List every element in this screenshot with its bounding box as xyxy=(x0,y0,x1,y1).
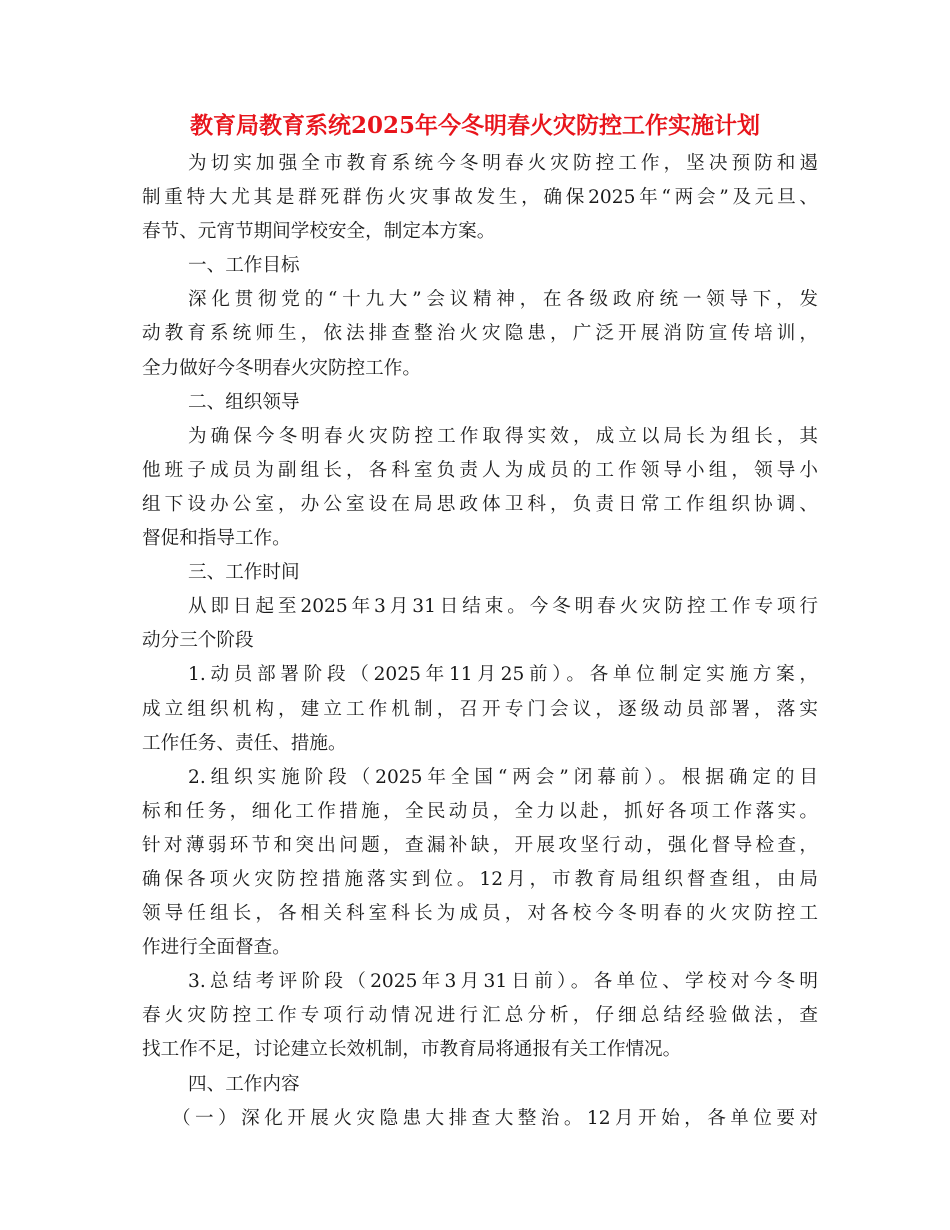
body-line: 深化贯彻党的“十九大”会议精神，在各级政府统一领导下，发 xyxy=(188,289,818,311)
body-line: 确保各项火灾防控措施落实到位。12月，市教育局组织督查组，由局 xyxy=(142,868,818,890)
body-line: 春节、元宵节期间学校安全，制定本方案。 xyxy=(142,221,496,243)
body-line: （一）深化开展火灾隐患大排查大整治。12月开始，各单位要对 xyxy=(172,1107,818,1129)
body-line: 1.动员部署阶段（2025年11月25前）。各单位制定实施方案， xyxy=(188,664,818,686)
body-line: 四、工作内容 xyxy=(188,1073,300,1095)
body-line: 春火灾防控工作专项行动情况进行汇总分析，仔细总结经验做法，查 xyxy=(142,1005,818,1027)
body-line: 工作任务、责任、措施。 xyxy=(142,732,347,754)
body-line: 为切实加强全市教育系统今冬明春火灾防控工作，坚决预防和遏 xyxy=(188,153,818,174)
body-line: 找工作不足，讨论建立长效机制，市教育局将通报有关工作情况。 xyxy=(142,1039,682,1061)
body-line: 一、工作目标 xyxy=(188,255,300,277)
body-line: 三、工作时间 xyxy=(188,562,300,584)
body-line: 成立组织机构，建立工作机制，召开专门会议，逐级动员部署，落实 xyxy=(142,698,818,720)
body-line: 从即日起至2025年3月31日结束。今冬明春火灾防控工作专项行 xyxy=(188,596,818,618)
body-line: 全力做好今冬明春火灾防控工作。 xyxy=(142,357,421,379)
body-line: 制重特大尤其是群死群伤火灾事故发生，确保2025年“两会”及元旦、 xyxy=(142,187,818,209)
body-line: 二、组织领导 xyxy=(188,391,300,413)
body-line: 动教育系统师生，依法排查整治火灾隐患，广泛开展消防宣传培训， xyxy=(142,323,818,345)
document-body xyxy=(142,147,818,1136)
body-line: 标和任务，细化工作措施，全民动员，全力以赴，抓好各项工作落实。 xyxy=(142,800,818,822)
body-line: 督促和指导工作。 xyxy=(142,528,291,550)
body-line: 他班子成员为副组长，各科室负责人为成员的工作领导小组，领导小 xyxy=(142,459,818,481)
body-line: 作进行全面督查。 xyxy=(142,937,291,959)
body-line: 领导任组长，各相关科室科长为成员，对各校今冬明春的火灾防控工 xyxy=(142,903,818,925)
body-line: 2.组织实施阶段（2025年全国“两会”闭幕前）。根据确定的目 xyxy=(188,766,818,788)
body-line: 3.总结考评阶段（2025年3月31日前）。各单位、学校对今冬明 xyxy=(188,971,818,993)
body-line: 组下设办公室，办公室设在局思政体卫科，负责日常工作组织协调、 xyxy=(142,493,818,515)
document-title: 教育局教育系统2025年今冬明春火灾防控工作实施计划 xyxy=(189,112,760,139)
body-line: 为确保今冬明春火灾防控工作取得实效，成立以局长为组长，其 xyxy=(188,425,818,447)
body-line: 针对薄弱环节和突出问题，查漏补缺，开展攻坚行动，强化督导检查， xyxy=(142,834,818,856)
body-line: 动分三个阶段 xyxy=(142,630,254,652)
